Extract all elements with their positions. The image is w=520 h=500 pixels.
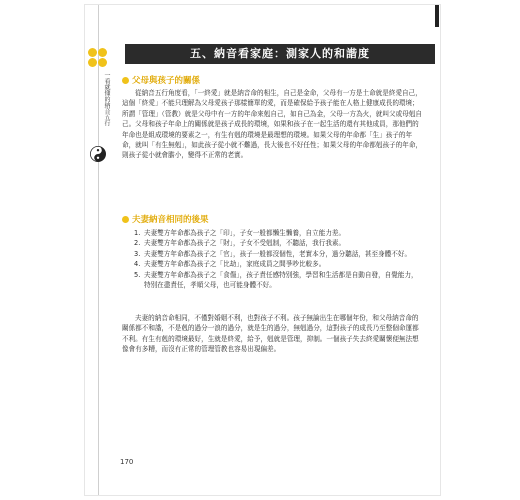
page-number: 170: [120, 458, 134, 466]
numbered-list: [122, 228, 422, 290]
section-heading-2-text: 夫妻納音相同的後果: [132, 215, 209, 225]
section-2-closing: [122, 313, 422, 355]
section-heading-1-text: 父母與孩子的關係: [132, 76, 201, 86]
sidebar-divider: [98, 5, 99, 495]
page-edge-marker: [435, 5, 439, 27]
section-heading-2: [122, 213, 209, 225]
section-heading-1: [122, 74, 200, 86]
list-item: 1. 夫妻雙方年命都為孩子之「印」，子女一般都懶生懶養，自立能力差。: [134, 229, 346, 237]
chapter-marker-icon: [88, 48, 108, 68]
paragraph: 夫妻的納音命相同，不僅對婚姻不利，也對孩子不利。孩子無論出生在哪個年份，和父母納音命的關係都不和諧，不是剋的過分一浪的過分，就是生的過分，無剋過分，這對孩子的成長乃至整個命運都不利。有生有剋的環境最好，生就是終愛，給予，剋就是管理，抑制。一個孩子失去終愛關懷便無法想像會有多糟，而沒有正常的管理管教也容易出現偏差。: [122, 314, 419, 354]
section-1-body: [122, 88, 422, 161]
yin-yang-icon: [90, 146, 106, 162]
list-item: 3. 夫妻雙方年命都為孩子之「官」，孩子一般都沒個性，老實本分，過分聽話，甚至身體不好。: [134, 249, 412, 258]
sidebar-vertical-text: 一看就懂的納音五行: [103, 72, 110, 126]
bullet-icon: [122, 216, 129, 223]
paragraph: 從納音五行角度看，「一終愛」就是納音命的相生，自己是金命，父母有一方是土命就是終愛自己，這個「終愛」不能只理解為父母愛孩子那樣簡單的愛，而是確保給予孩子能在人格上健康成長的環境；所謂「管理」（管教）就是父母中有一方的年命來剋自己，如自己為金，父母一方為火，就叫父或母剋自己。父母和孩子年命上的關係就是孩子成長的環境，如果和孩子在一起生活的還有其他成員，那他們的年命也是組成環境的要素之一，有生有剋的環境是最理想的環境。如果父母的年命都「生」孩子的年命，就叫「有生無剋」，如此孩子從小就不難過，長大後也不好任性；如果父母的年命都剋孩子的年命，則孩子從小就會膽小，變得不正常的老實。: [122, 89, 423, 160]
list-item: 4. 夫妻雙方年命都為孩子之「比劫」，家庭成員之間爭吵比較多。: [134, 260, 326, 269]
bullet-icon: [122, 77, 129, 84]
page-title: 五、納音看家庭：測家人的和諧度: [125, 44, 435, 64]
list-item: 5. 夫妻雙方年命都為孩子之「食傷」，孩子責任感特別強，學習和生活都是自動自發，自覺能力，特別在盡責任，孝順父母，也可能身體不好。: [134, 270, 418, 290]
list-item: 2. 夫妻雙方年命都為孩子之「財」，子女不受剋制，不聽話，我行我素。: [134, 239, 346, 248]
